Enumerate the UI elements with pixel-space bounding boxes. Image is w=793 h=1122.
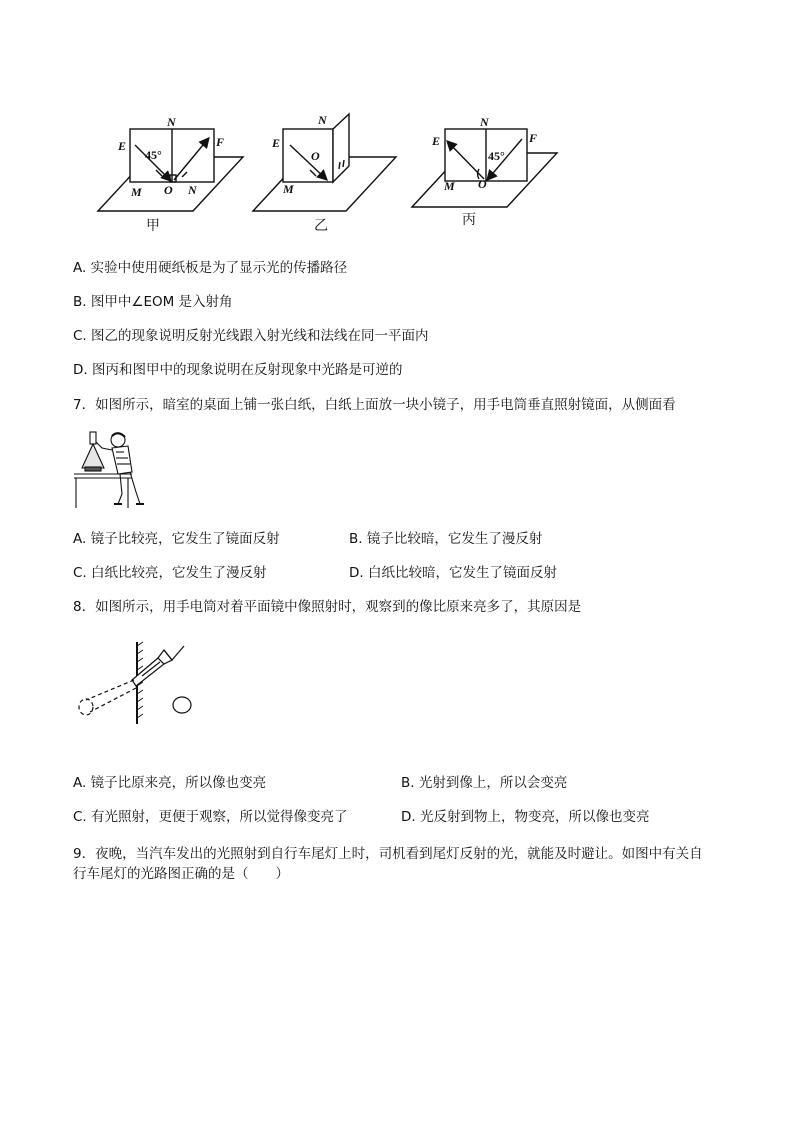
label-m-yi: M xyxy=(283,182,294,196)
label-n2-jia: N xyxy=(188,183,197,197)
q7-stem: 7．如图所示，暗室的桌面上铺一张白纸，白纸上面放一块小镜子，用手电筒垂直照射镜面，从侧面看 xyxy=(73,397,676,413)
label-m-bing: M xyxy=(444,179,455,193)
label-e-jia: E xyxy=(118,139,127,153)
caption-bing: 丙 xyxy=(462,213,476,228)
label-f-bing: F xyxy=(529,131,538,145)
angle-jia: 45° xyxy=(145,148,162,162)
q6-option-d: D. 图丙和图甲中的现象说明在反射现象中光路是可逆的 xyxy=(73,362,403,378)
q8-option-c: C. 有光照射，更便于观察，所以觉得像变亮了 xyxy=(73,809,348,825)
q7-option-a: A. 镜子比较亮，它发生了镜面反射 xyxy=(73,531,280,547)
q6-option-a: A. 实验中使用硬纸板是为了显示光的传播路径 xyxy=(73,260,348,276)
label-o-yi: O xyxy=(311,149,320,163)
q8-stem: 8．如图所示，用手电筒对着平面镜中像照射时，观察到的像比原来亮多了，其原因是 xyxy=(73,599,582,615)
mirror-image-figure xyxy=(72,640,242,728)
label-o-bing: O xyxy=(478,177,487,191)
q9-stem-line1: 9．夜晚，当汽车发出的光照射到自行车尾灯上时，司机看到尾灯反射的光，就能及时避让。如图中有关自 xyxy=(73,846,703,862)
angle-bing: 45° xyxy=(488,149,505,163)
q6-option-b: B. 图甲中∠EOM 是入射角 xyxy=(73,294,233,310)
q7-option-b: B. 镜子比较暗，它发生了漫反射 xyxy=(349,531,543,547)
q6-option-c: C. 图乙的现象说明反射光线跟入射光线和法线在同一平面内 xyxy=(73,328,429,344)
q8-option-a: A. 镜子比原来亮，所以像也变亮 xyxy=(73,775,267,791)
caption-jia: 甲 xyxy=(146,219,160,234)
label-n-yi: N xyxy=(318,113,327,127)
q8-option-b: B. 光射到像上，所以会变亮 xyxy=(401,775,568,791)
label-n-bing: N xyxy=(480,115,489,129)
label-f-jia: F xyxy=(216,135,225,149)
q9-stem-line2: 行车尾灯的光路图正确的是（ ） xyxy=(73,866,289,882)
label-e-yi: E xyxy=(272,136,281,150)
q7-option-d: D. 白纸比较暗，它发生了镜面反射 xyxy=(349,565,557,581)
q8-option-d: D. 光反射到物上，物变亮，所以像也变亮 xyxy=(401,809,650,825)
panel-yi xyxy=(253,114,396,211)
label-m-jia: M xyxy=(131,185,142,199)
caption-yi: 乙 xyxy=(314,219,328,234)
label-o-jia: O xyxy=(164,183,173,197)
q7-option-c: C. 白纸比较亮，它发生了漫反射 xyxy=(73,565,267,581)
flashlight-mirror-figure xyxy=(72,428,150,510)
label-e-bing: E xyxy=(432,134,441,148)
label-n-jia: N xyxy=(167,115,176,129)
reflection-experiment-figure xyxy=(90,112,570,237)
